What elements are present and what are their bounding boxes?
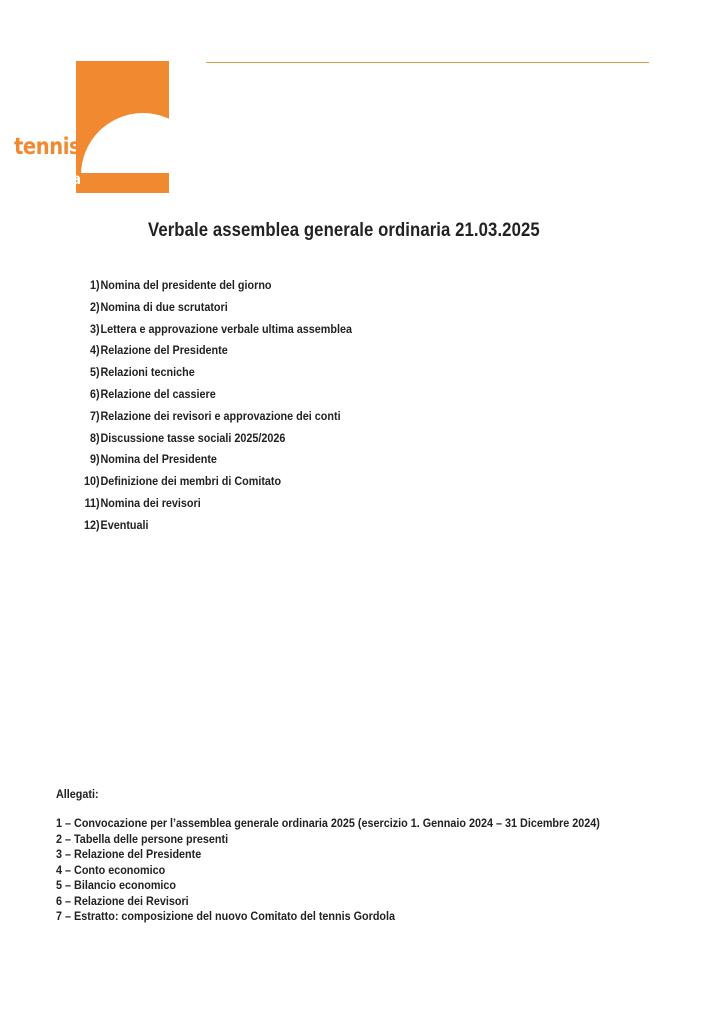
attachment-item: 4 – Conto economico — [56, 862, 166, 877]
attachment-item: 1 – Convocazione per l’assemblea generale ordinaria 2025 (esercizio 1. Gennaio 2024 – 31 Dicembre 2024) — [56, 816, 600, 830]
agenda-item-text: Nomina di due scrutatori — [100, 299, 228, 314]
agenda-item-number: 10) — [83, 474, 100, 489]
agenda-item — [78, 299, 228, 322]
agenda-item — [78, 452, 217, 474]
agenda-item-number: 5) — [89, 365, 100, 380]
attachments-heading: Allegati: — [56, 787, 99, 801]
agenda-item — [78, 474, 282, 496]
agenda-item — [78, 495, 201, 518]
agenda-item-number: 3) — [89, 321, 100, 336]
agenda-item-text: Nomina del presidente del giorno — [100, 278, 272, 292]
logo-bottom-band — [76, 173, 169, 193]
agenda-item — [78, 365, 195, 387]
agenda-item-number: 7) — [89, 408, 100, 423]
logo-word-gordola: gordola — [26, 170, 82, 188]
agenda-item-number: 9) — [89, 452, 100, 467]
attachment-item: 2 – Tabella delle persone presenti — [56, 831, 229, 846]
agenda-item-text: Relazione dei revisori e approvazione dei conti — [100, 408, 341, 423]
agenda-item-number: 4) — [89, 343, 100, 358]
header-divider — [206, 62, 649, 63]
agenda-list — [78, 278, 353, 540]
attachment-item: 5 – Bilancio economico — [56, 878, 177, 892]
agenda-item — [78, 321, 353, 344]
agenda-item-text: Lettera e approvazione verbale ultima assemblea — [100, 321, 353, 336]
agenda-item-text: Nomina dei revisori — [100, 495, 201, 510]
agenda-item-number: 12) — [83, 517, 100, 532]
attachment-item: 7 – Estratto: composizione del nuovo Comitato del tennis Gordola — [56, 909, 396, 923]
agenda-item-text: Definizione dei membri di Comitato — [100, 474, 282, 489]
logo-word-tennis: tennis — [14, 134, 81, 160]
attachments-list — [56, 816, 660, 925]
agenda-item — [78, 408, 341, 431]
agenda-item-number: 1) — [89, 278, 100, 292]
agenda-item — [78, 386, 216, 409]
agenda-item-text: Eventuali — [100, 517, 149, 532]
agenda-item-number: 6) — [89, 386, 100, 401]
agenda-item-number: 8) — [89, 430, 100, 445]
agenda-item — [78, 278, 272, 300]
agenda-item-number: 2) — [89, 299, 100, 314]
agenda-item-text: Relazione del Presidente — [100, 343, 228, 358]
tennis-gordola-logo — [76, 61, 169, 193]
agenda-item-text: Relazione del cassiere — [100, 386, 216, 401]
agenda-item — [78, 430, 286, 453]
attachment-item: 3 – Relazione del Presidente — [56, 847, 202, 861]
agenda-item-number: 11) — [84, 495, 100, 510]
agenda-item-text: Nomina del Presidente — [100, 452, 217, 467]
document-title: Verbale assemblea generale ordinaria 21.03.2025 — [148, 220, 540, 241]
agenda-item-text: Discussione tasse sociali 2025/2026 — [100, 430, 286, 445]
agenda-item — [78, 343, 228, 365]
attachment-item: 6 – Relazione dei Revisori — [56, 893, 189, 908]
agenda-item-text: Relazioni tecniche — [100, 365, 195, 380]
agenda-item — [78, 517, 149, 540]
